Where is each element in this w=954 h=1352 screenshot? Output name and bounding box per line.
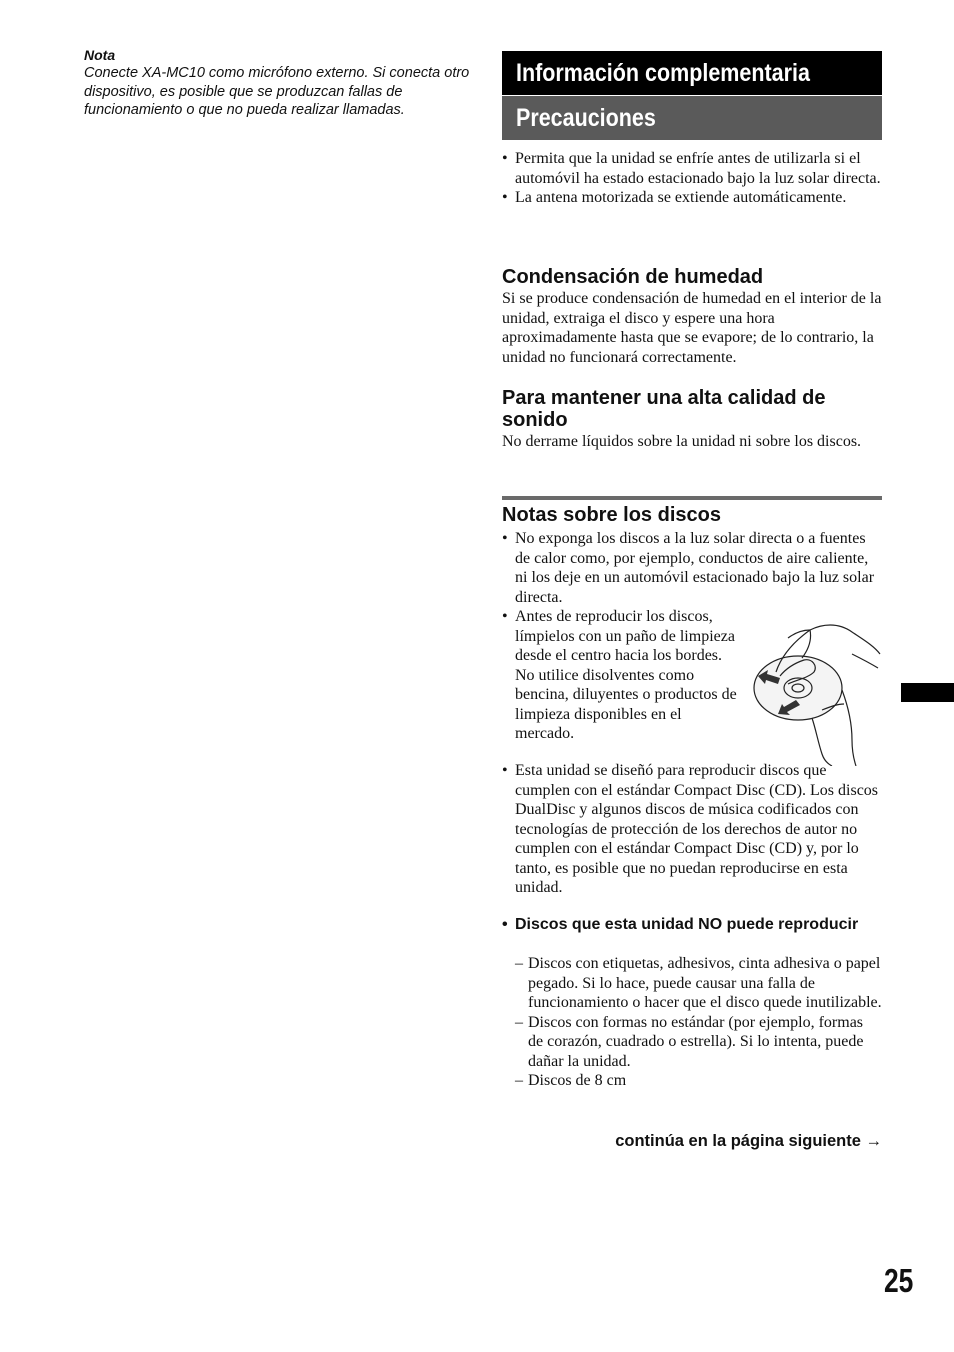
unplayable-list bbox=[502, 954, 882, 1091]
disc-note-3 bbox=[502, 761, 882, 898]
precautions-list bbox=[502, 149, 882, 208]
list-item: – Discos con formas no estándar (por ejemplo, formas de corazón, cuadrado o estrella). Si lo intenta, puede dañar la unidad. bbox=[502, 1013, 882, 1072]
disc-note-1 bbox=[502, 529, 882, 607]
subsection-title-bar bbox=[502, 96, 882, 140]
sound-text: No derrame líquidos sobre la unidad ni sobre los discos. bbox=[502, 433, 862, 450]
subsection-title: Precauciones bbox=[516, 104, 656, 132]
condensation-text: Si se produce condensación de humedad en el interior de la unidad, extraiga el disco y espere una hora aproximadamente hasta que se evapore; de lo contrario, la unidad no funcionará correctamente. bbox=[502, 290, 882, 366]
list-item: • Permita que la unidad se enfríe antes de utilizarla si el automóvil ha estado estacionado bajo la luz solar directa. bbox=[502, 149, 882, 188]
section-divider bbox=[502, 496, 882, 500]
sound-heading: Para mantener una alta calidad de sonido bbox=[502, 387, 826, 431]
discs-heading: Notas sobre los discos bbox=[502, 504, 721, 526]
page-number: 25 bbox=[884, 1262, 914, 1299]
section-tab-marker bbox=[901, 683, 954, 702]
disc-note-2 bbox=[502, 607, 742, 744]
continue-note: continúa en la página siguiente → bbox=[615, 1132, 882, 1150]
section-title-bar bbox=[502, 51, 882, 95]
list-item: • Esta unidad se diseñó para reproducir discos que cumplen con el estándar Compact Disc (CD). Los discos DualDisc y algunos discos de música codificados con tecnologías de protección de los derechos de autor no cumplen con el estándar Compact Disc (CD) y, por lo tanto, es posible que no puedan reproducirse en esta unidad. bbox=[502, 761, 882, 898]
note-text: Conecte XA-MC10 como micrófono externo. Si conecta otro dispositivo, es posible que se produzcan fallas de funcionamiento o que no pueda realizar llamadas. bbox=[84, 65, 470, 118]
unplayable-heading: • Discos que esta unidad NO puede reproducir bbox=[502, 915, 882, 935]
list-item: • La antena motorizada se extiende automáticamente. bbox=[502, 188, 882, 208]
list-item: – Discos de 8 cm bbox=[502, 1071, 882, 1091]
note-title: Nota bbox=[84, 47, 116, 63]
section-title: Información complementaria bbox=[516, 59, 810, 87]
condensation-heading: Condensación de humedad bbox=[502, 266, 764, 288]
list-item: • No exponga los discos a la luz solar directa o a fuentes de calor como, por ejemplo, conductos de aire caliente, ni los deje en un automóvil estacionado bajo la luz solar directa. bbox=[502, 529, 882, 607]
disc-cleaning-illustration bbox=[752, 614, 882, 766]
list-item: – Discos con etiquetas, adhesivos, cinta adhesiva o papel pegado. Si lo hace, puede causar una falla de funcionamiento o hacer que el disco quede inutilizable. bbox=[502, 954, 882, 1013]
list-item: • Antes de reproducir los discos, límpielos con un paño de limpieza desde el centro hacia los bordes. No utilice disolventes como bencina, diluyentes o productos de limpieza disponibles en el mercado. bbox=[502, 607, 742, 744]
